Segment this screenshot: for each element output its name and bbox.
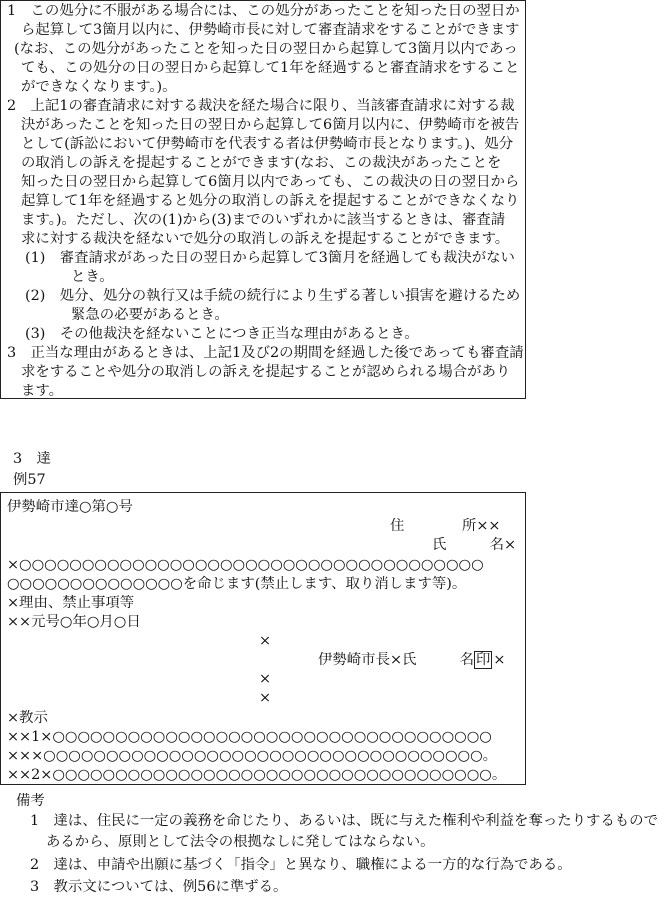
kyoji-line: ×××○○○○○○○○○○○○○○○○○○○○○○○○○○○○○○○○○○○。 — [7, 748, 498, 764]
notice-line: 求に対する裁決を経ないで処分の取消しの訴えを提起することができます。 — [21, 231, 510, 247]
remark-item: 3 教示文については、例56に準ずる。 — [30, 879, 288, 895]
directive-body: ○○○○○○○○○○○○○○を命じます(禁止します、取り消します等)。 — [7, 576, 467, 592]
notice-line: 緊急の必要があるとき。 — [71, 307, 229, 323]
placeholder-mark: × — [259, 690, 272, 706]
reason-label: ×理由、禁止事項等 — [7, 595, 135, 611]
notice-line: (3) その他裁決を経ないことにつき正当な理由があるとき。 — [25, 326, 419, 342]
kyoji-heading: ×教示 — [7, 710, 48, 726]
notice-line: 決があったことを知った日の翌日から起算して6箇月以内に、伊勢崎市を被告 — [21, 117, 520, 133]
notice-line: (1) 審査請求があった日の翌日から起算して3箇月を経過しても裁決がない — [25, 250, 515, 266]
kyoji-line: ××2×○○○○○○○○○○○○○○○○○○○○○○○○○○○○○○○○○○○。 — [7, 767, 507, 783]
directive-body: ×○○○○○○○○○○○○○○○○○○○○○○○○○○○○○○○○○○○○○ — [7, 557, 484, 573]
remark-item: 1 達は、住民に一定の義務を命じたり、あるいは、既に与えた権利や利益を奪ったりするもので — [30, 813, 658, 829]
notice-line: ても、この処分の日の翌日から起算して1年を経過すると審査請求をすること — [21, 60, 520, 76]
address-label: 住 所×× — [390, 518, 501, 534]
notice-line: ら起算して3箇月以内に、伊勢崎市長に対して審査請求をすることができます — [21, 22, 520, 38]
notice-line: 求をすることや処分の取消しの訴えを提起することが認められる場合があり — [21, 364, 511, 380]
placeholder-mark: × — [259, 671, 272, 687]
notice-line: 知った日の翌日から起算して6箇月以内であっても、この裁決の日の翌日から — [21, 174, 520, 190]
notice-line: ます。)。ただし、次の(1)から(3)までのいずれかに該当するときは、審査請 — [21, 212, 506, 228]
section-heading: 3 達 — [13, 451, 51, 467]
seal-mark: 印 — [475, 652, 491, 668]
kyoji-line: ××1×○○○○○○○○○○○○○○○○○○○○○○○○○○○○○○○○○○○ — [7, 729, 492, 745]
remark-item: 2 達は、申請や出願に基づく「指令」と異なり、職権による一方的な行為である。 — [30, 857, 572, 873]
remark-item: あるから、原則として法令の根拠なしに発してはならない。 — [46, 834, 435, 850]
notice-line: 1 この処分に不服がある場合には、この処分があったことを知った日の翌日か — [7, 3, 520, 19]
issuer-line — [318, 651, 505, 670]
directive-form-box — [0, 492, 526, 785]
placeholder-mark: × — [259, 633, 272, 649]
appeal-notice-box — [0, 0, 526, 399]
notice-line: (なお、この処分があったことを知った日の翌日から起算して3箇月以内であっ — [14, 41, 518, 57]
notice-line: ができなくなります。)。 — [21, 79, 177, 95]
issue-date: ××元号○年○月○日 — [7, 614, 141, 630]
notice-line: 3 正当な理由があるときは、上記1及び2の期間を経過した後であっても審査請 — [7, 345, 524, 361]
seal-tail: × — [493, 652, 506, 668]
example-label: 例57 — [13, 472, 46, 488]
notice-line: として(訴訟において伊勢崎市を代表する者は伊勢崎市長となります。)、処分 — [21, 136, 514, 152]
notice-line: とき。 — [71, 269, 114, 285]
notice-line: 起算して1年を経過すると処分の取消しの訴えを提起することができなくなり — [21, 193, 520, 209]
notice-line: 2 上記1の審査請求に対する裁決を経た場合に限り、当該審査請求に対する裁 — [7, 98, 515, 114]
doc-number: 伊勢崎市達○第○号 — [7, 499, 133, 515]
issuer-name: 伊勢崎市長×氏 名 — [318, 652, 474, 668]
remarks-heading: 備考 — [16, 793, 45, 809]
notice-line: ます。 — [21, 383, 64, 399]
notice-line: (2) 処分、処分の執行又は手続の続行により生ずる著しい損害を避けるため — [25, 288, 521, 304]
notice-line: の取消しの訴えを提起することができます(なお、この裁決があったことを — [21, 155, 502, 171]
name-label: 氏 名× — [432, 537, 517, 553]
